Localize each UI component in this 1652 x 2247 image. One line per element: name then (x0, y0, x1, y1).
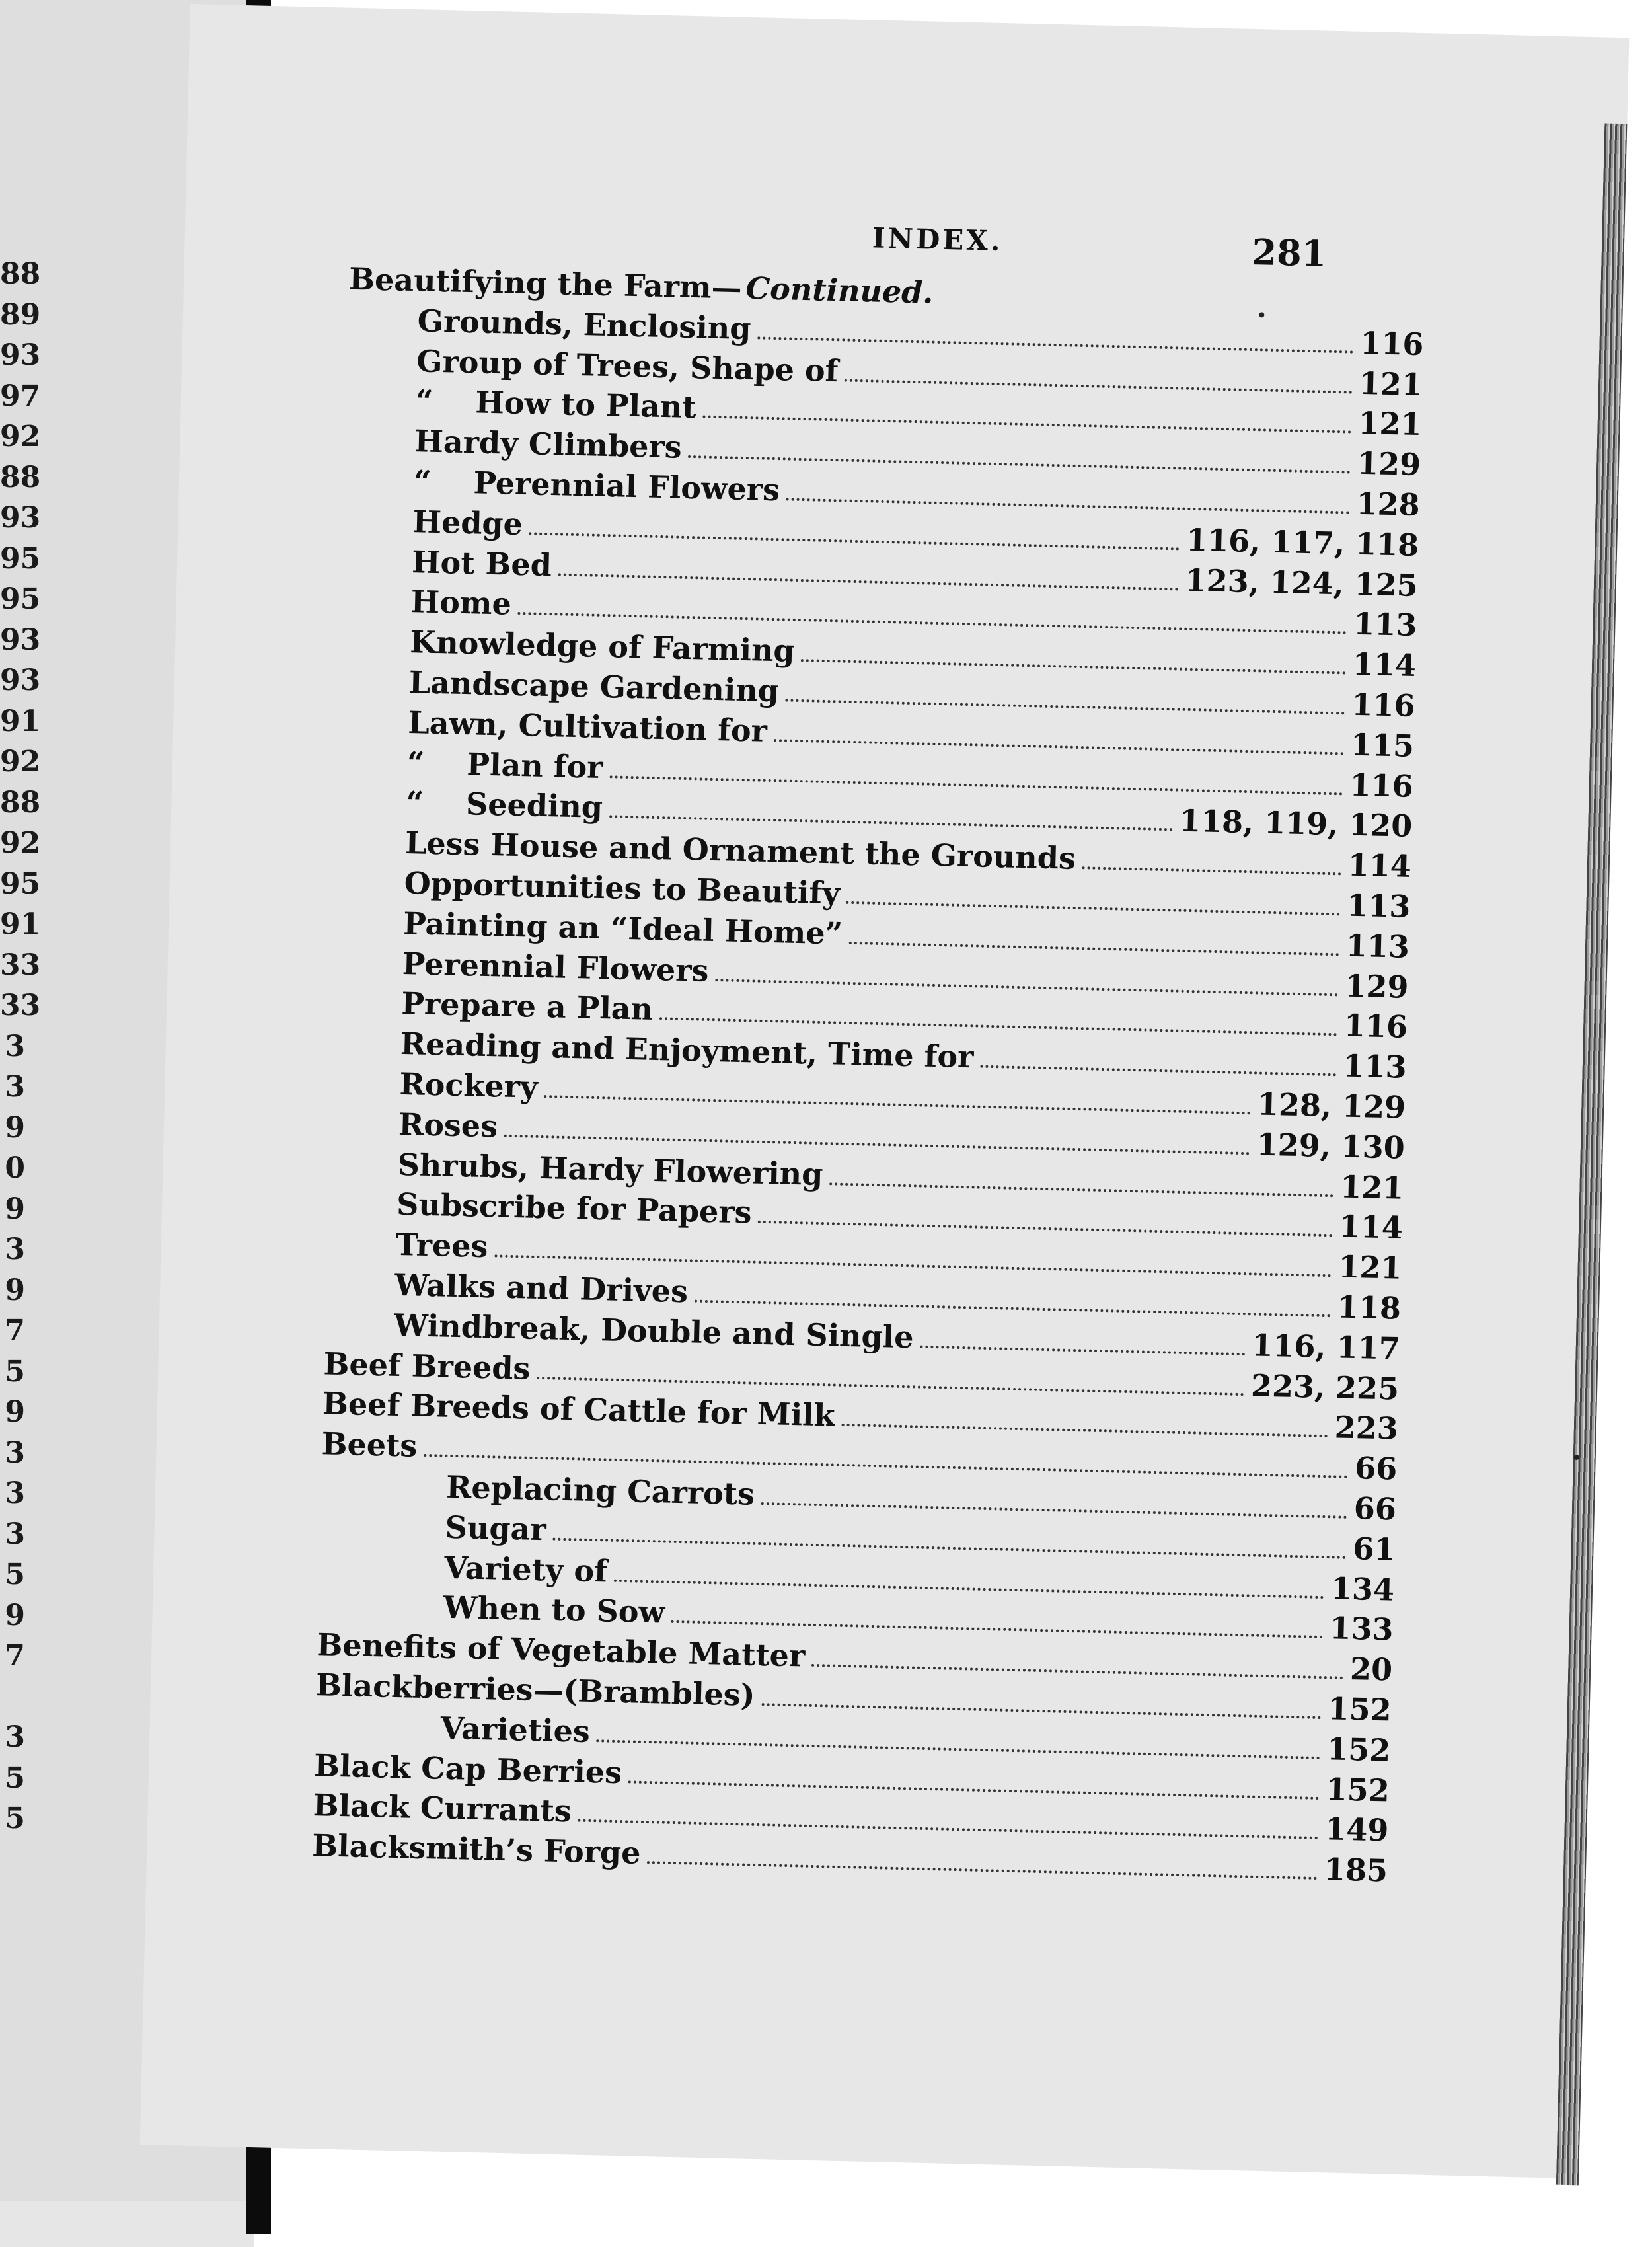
entry-label: Hardy Climbers (414, 423, 683, 465)
entry-label: Knowledge of Farming (409, 624, 796, 669)
entry-label: Lawn, Cultivation for (407, 704, 768, 749)
left-page-number: 9 (5, 1110, 25, 1145)
entry-label: Beautifying the Farm— (348, 260, 743, 306)
left-page-number: 3 (5, 1517, 25, 1551)
entry-pages: 114 (1347, 847, 1412, 885)
left-page-number: 95 (0, 582, 41, 616)
left-page-number: 93 (0, 501, 41, 535)
entry-label: Group of Trees, Shape of (416, 342, 839, 389)
dot-leader (849, 938, 1339, 956)
entry-continued: Continued. (745, 270, 934, 311)
entry-pages: 121 (1337, 1248, 1403, 1286)
entry-label: When to Sow (443, 1589, 665, 1630)
left-page-number: 3 (5, 1476, 25, 1510)
left-page-number: 9 (5, 1273, 25, 1307)
entry-label: Windbreak, Double and Single (393, 1307, 915, 1355)
entry-label: Grounds, Enclosing (417, 303, 752, 346)
left-page-number: 95 (0, 866, 41, 901)
entry-label: “ Perennial Flowers (413, 463, 780, 508)
entry-pages: 152 (1328, 1691, 1392, 1728)
dot-leader (609, 812, 1173, 831)
left-page-number: 5 (5, 1802, 25, 1835)
entry-label: Hedge (412, 503, 523, 542)
entry-label: Benefits of Vegetable Matter (316, 1626, 806, 1674)
entry-label: Rockery (398, 1065, 539, 1105)
entry-pages: 129 (1344, 968, 1409, 1005)
entry-label: Home (410, 584, 512, 623)
left-page-number: 92 (0, 420, 41, 453)
dot-leader (841, 1420, 1328, 1437)
page-number: 281 (1251, 230, 1328, 275)
entry-pages: 223 (1334, 1409, 1399, 1447)
dot-leader (829, 1178, 1333, 1197)
entry-label: “ Seeding (405, 784, 603, 825)
entry-pages: 113 (1353, 606, 1417, 644)
dot-leader (774, 735, 1344, 755)
dot-leader (761, 1699, 1321, 1719)
left-page-number: 5 (5, 1354, 25, 1389)
dot-leader (758, 1217, 1333, 1237)
entry-label: Walks and Drives (394, 1266, 689, 1310)
entry-pages: 129 (1357, 445, 1421, 483)
index-page (140, 4, 1630, 2178)
entry-label: Less House and Ornament the Grounds (404, 825, 1076, 877)
entry-pages: 118, 119, 120 (1179, 803, 1413, 845)
entry-label: “ Plan for (406, 744, 604, 785)
entry-pages: 152 (1326, 1771, 1390, 1809)
entry-pages: 121 (1359, 365, 1423, 402)
entry-label: Variety of (443, 1549, 608, 1589)
entry-label: Varieties (440, 1710, 591, 1749)
entry-label: Black Cap Berries (313, 1747, 622, 1790)
entry-label: Opportunities to Beautify (404, 865, 841, 911)
entry-pages: 185 (1324, 1851, 1388, 1889)
entry-pages: 116 (1343, 1007, 1408, 1046)
entry-pages: 61 (1352, 1530, 1396, 1568)
entry-label: Roses (398, 1106, 498, 1145)
entry-label: Reading and Enjoyment, Time for (400, 1026, 974, 1075)
left-page-number: 95 (0, 541, 41, 576)
left-page-number: 7 (5, 1314, 25, 1348)
left-page-number: 92 (0, 745, 41, 779)
left-page-number: 3 (5, 1070, 25, 1104)
left-page-number: 0 (5, 1151, 25, 1185)
entry-pages: 118 (1337, 1289, 1402, 1326)
left-page-number: 91 (0, 704, 41, 738)
dot-leader (761, 1498, 1347, 1519)
left-page-number: 7 (5, 1639, 25, 1673)
entry-pages: 116 (1351, 686, 1416, 724)
entry-pages: 113 (1345, 927, 1410, 965)
left-page-number: 93 (0, 664, 41, 697)
entry-pages: 66 (1353, 1490, 1397, 1527)
left-page-number: 88 (0, 257, 41, 291)
entry-label: Beets (321, 1426, 418, 1464)
left-page-number: 88 (0, 785, 41, 819)
left-page-number: 91 (0, 907, 41, 941)
left-page-number: 93 (0, 623, 41, 657)
entry-label: Black Currants (313, 1787, 572, 1829)
dot-leader (846, 897, 1341, 916)
entry-pages: 116, 117 (1251, 1327, 1401, 1367)
entry-label: Sugar (445, 1509, 547, 1548)
dot-leader (786, 494, 1350, 514)
left-page-number: 33 (0, 948, 41, 982)
entry-label: Landscape Gardening (408, 664, 780, 709)
entry-pages: 128 (1356, 485, 1421, 523)
left-page-number: 97 (0, 379, 41, 413)
left-page-number (0, 1684, 25, 1710)
entry-pages: 20 (1349, 1651, 1393, 1688)
dot-leader (811, 1660, 1343, 1679)
left-page-number: 92 (0, 826, 41, 860)
entry-pages: 133 (1329, 1610, 1394, 1648)
entry-pages: 149 (1324, 1811, 1390, 1848)
left-page-number: 89 (0, 297, 41, 332)
left-page-number: 33 (0, 989, 41, 1022)
entry-pages: 223, 225 (1250, 1367, 1400, 1407)
entry-pages: 121 (1357, 405, 1423, 443)
entry-pages: 116 (1349, 767, 1414, 804)
left-page-number: 3 (5, 1029, 25, 1063)
dot-leader (801, 655, 1345, 674)
dot-leader (1082, 862, 1341, 875)
entry-label: Perennial Flowers (402, 945, 709, 989)
left-page-number: 88 (0, 460, 41, 494)
left-page-number: 3 (5, 1720, 25, 1754)
entry-pages: 66 (1354, 1450, 1398, 1487)
entry-pages: 121 (1339, 1168, 1404, 1206)
left-page-number: 3 (5, 1233, 25, 1266)
entry-label: Shrubs, Hardy Flowering (397, 1146, 824, 1192)
entry-pages: 114 (1352, 646, 1417, 684)
entry-pages: 152 (1326, 1731, 1391, 1769)
dot-leader (920, 1341, 1245, 1355)
left-page-number: 93 (0, 338, 41, 372)
entry-pages: 116 (1359, 324, 1425, 362)
entry-label: Prepare a Plan (400, 985, 654, 1028)
left-page-number: 3 (5, 1435, 25, 1470)
running-head: INDEX. (872, 221, 1004, 258)
entry-label: Replacing Carrots (445, 1468, 755, 1512)
entry-label: Blackberries—(Brambles) (315, 1667, 756, 1713)
left-page-number: 9 (5, 1598, 25, 1632)
entry-label: Trees (395, 1227, 489, 1265)
entry-pages: 113 (1346, 887, 1411, 925)
entry-label: Subscribe for Papers (396, 1186, 753, 1231)
left-page-number: 5 (5, 1761, 25, 1795)
left-page-number: 9 (5, 1192, 25, 1226)
entry-label: Painting an “Ideal Home” (402, 905, 843, 952)
entry-pages: 134 (1330, 1570, 1395, 1608)
dot-leader (786, 695, 1345, 715)
left-page-number: 9 (5, 1395, 25, 1429)
entry-label: Beef Breeds (322, 1345, 531, 1387)
entry-pages: 114 (1339, 1208, 1404, 1246)
entry-label: Blacksmith’s Forge (311, 1827, 642, 1872)
dot-leader (647, 1857, 1318, 1880)
entry-label: Hot Bed (411, 543, 552, 583)
entry-label: Beef Breeds of Cattle for Milk (322, 1385, 836, 1433)
left-page-number: 5 (5, 1558, 25, 1591)
entry-pages: 123, 124, 125 (1185, 562, 1419, 603)
entry-pages: 128, 129 (1257, 1086, 1406, 1125)
entry-pages: 116, 117, 118 (1185, 521, 1419, 563)
dot-leader (845, 375, 1353, 393)
dot-leader (980, 1061, 1336, 1077)
dot-leader (757, 332, 1353, 353)
entry-pages: 113 (1342, 1047, 1408, 1085)
entry-pages: 129, 130 (1256, 1126, 1406, 1166)
entry-label: “ How to Plant (415, 383, 697, 426)
entry-pages: 115 (1350, 726, 1415, 764)
